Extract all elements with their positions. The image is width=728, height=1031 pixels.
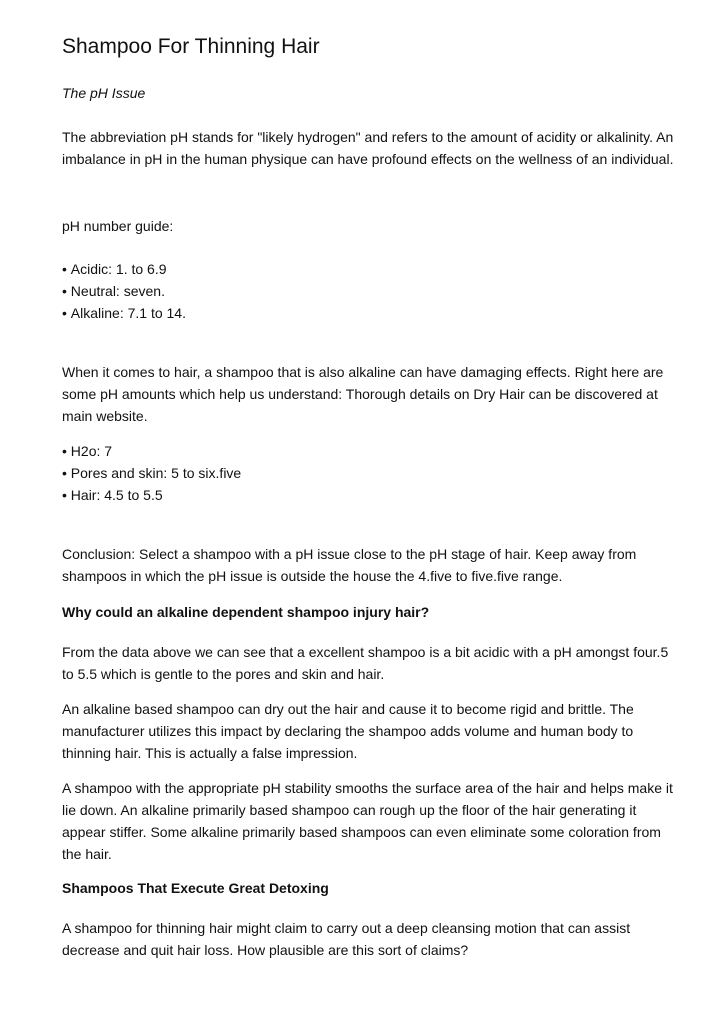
paragraph-data-above: From the data above we can see that a excellent shampoo is a bit acidic with a pH amongst four.5 to 5.5 which is gentle to the pores and skin and hair. xyxy=(62,644,669,682)
list-item: • Acidic: 1. to 6.9 xyxy=(62,258,674,280)
list-item: • Alkaline: 7.1 to 14. xyxy=(62,302,674,324)
ph-values-list xyxy=(62,440,674,506)
paragraph-ph-definition: The abbreviation pH stands for "likely hydrogen" and refers to the amount of acidity or alkalinity. An imbalance in pH in the human physique can have profound effects on the wellness of an individual. xyxy=(62,129,674,167)
ph-guide-list xyxy=(62,258,674,324)
heading-why-alkaline: Why could an alkaline dependent shampoo injury hair? xyxy=(62,604,430,620)
list-item: • Pores and skin: 5 to six.five xyxy=(62,462,674,484)
paragraph-alkaline-effects: When it comes to hair, a shampoo that is also alkaline can have damaging effects. Right here are some pH amounts which help us understand: Thorough details on Dry Hair can be discovered at main website. xyxy=(62,364,664,424)
list-item: • Neutral: seven. xyxy=(62,280,674,302)
paragraph-dry-out: An alkaline based shampoo can dry out the hair and cause it to become rigid and brittle. The manufacturer utilizes this impact by declaring the shampoo adds volume and human body to thinning hair. This is actually a false impression. xyxy=(62,701,634,761)
paragraph-cleansing-claims: A shampoo for thinning hair might claim to carry out a deep cleansing motion that can assist decrease and quit hair loss. How plausible are this sort of claims? xyxy=(62,920,631,958)
section-subtitle: The pH Issue xyxy=(62,85,146,101)
list-item: • H2o: 7 xyxy=(62,440,674,462)
document-title: Shampoo For Thinning Hair xyxy=(62,35,320,58)
paragraph-ph-stability: A shampoo with the appropriate pH stability smooths the surface area of the hair and helps make it lie down. An alkaline primarily based shampoo can rough up the floor of the hair generating it appear stiffer. Some alkaline primarily based shampoos can even eliminate some coloration from the hair. xyxy=(62,780,673,862)
ph-guide-label: pH number guide: xyxy=(62,218,174,234)
paragraph-conclusion: Conclusion: Select a shampoo with a pH issue close to the pH stage of hair. Keep away from shampoos in which the pH issue is outside the house the 4.five to five.five range. xyxy=(62,546,637,584)
heading-detoxing: Shampoos That Execute Great Detoxing xyxy=(62,880,329,896)
list-item: • Hair: 4.5 to 5.5 xyxy=(62,484,674,506)
